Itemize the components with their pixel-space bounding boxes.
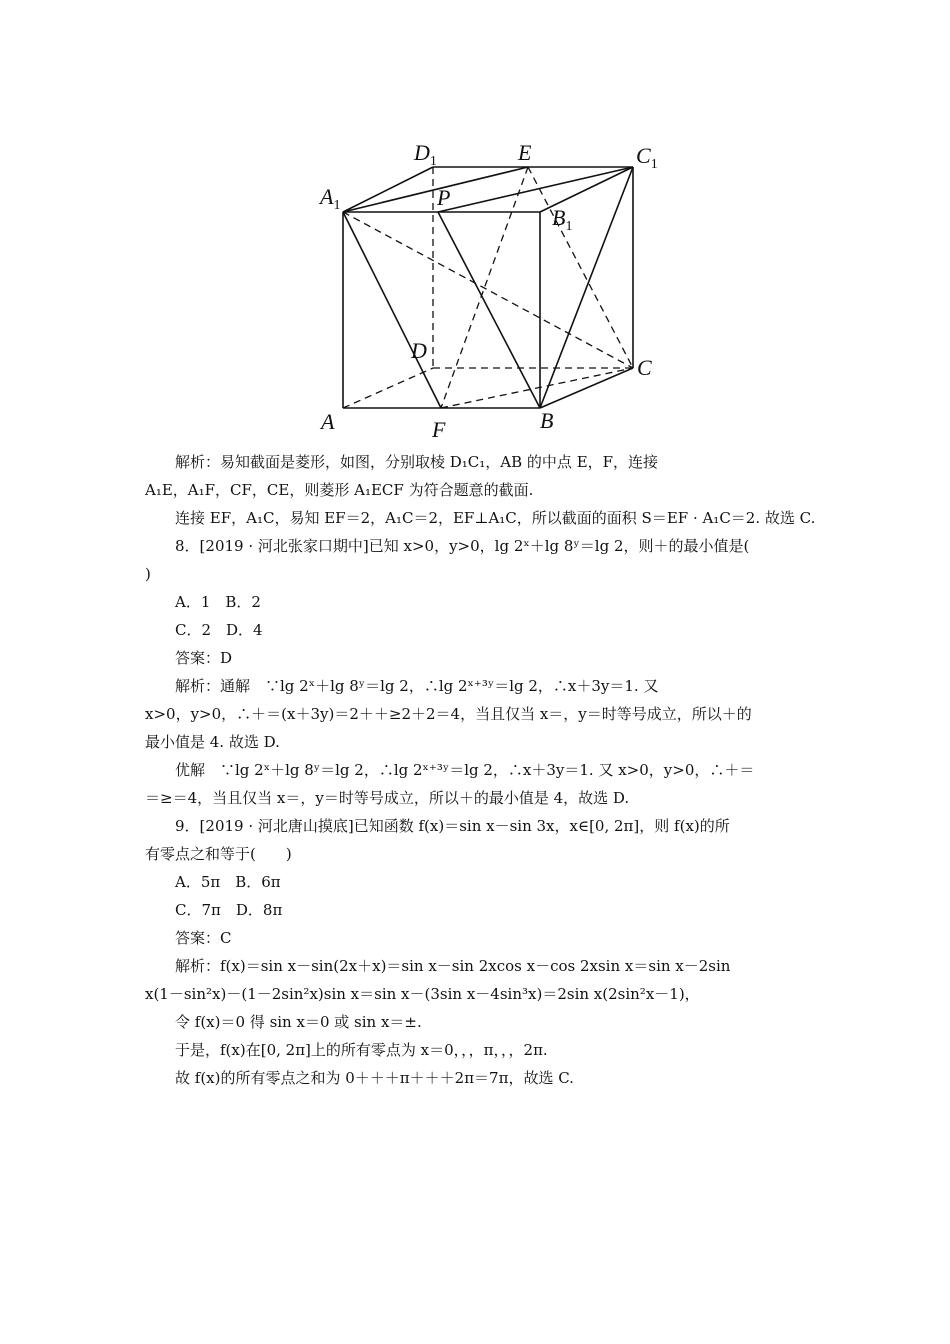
label-b: B	[540, 408, 554, 433]
question-8-options-ab: A．1 B．2	[175, 593, 261, 611]
text-line: 故 f(x)的所有零点之和为 0＋＋＋π＋＋＋2π＝7π，故选 C.	[175, 1069, 574, 1087]
question-8-options-cd: C．2 D．4	[175, 621, 263, 639]
cube-figure	[300, 130, 680, 440]
question-8-answer: 答案：D	[175, 649, 233, 667]
line-c1-b	[540, 167, 633, 408]
edge-a-d	[343, 368, 433, 408]
label-e: E	[518, 140, 532, 165]
question-9-answer: 答案：C	[175, 929, 232, 947]
label-c: C	[637, 355, 652, 380]
question-8-stem: 8．[2019 · 河北张家口期中]已知 x>0，y>0，lg 2ˣ＋lg 8ʸ＝lg 2，则＋的最小值是(	[175, 537, 750, 555]
question-9-options-cd: C．7π D．8π	[175, 901, 283, 919]
question-9-stem: 9．[2019 · 河北唐山摸底]已知函数 f(x)＝sin x－sin 3x，x∈[0, 2π]，则 f(x)的所	[175, 817, 730, 835]
text-line: ＝≥＝4，当且仅当 x＝，y＝时等号成立，所以＋的最小值是 4，故选 D.	[145, 789, 630, 807]
label-a1: $A_1$	[320, 184, 341, 213]
line-p-c1	[438, 167, 633, 212]
label-d: D	[411, 338, 427, 363]
text-line: 优解 ∵lg 2ˣ＋lg 8ʸ＝lg 2，∴lg 2ˣ⁺³ʸ＝lg 2，∴x＋3y＝1. 又 x>0，y>0，∴＋＝	[175, 761, 755, 779]
text-line: 最小值是 4. 故选 D.	[145, 733, 280, 751]
text-line: 解析：易知截面是菱形，如图，分别取棱 D₁C₁，AB 的中点 E，F，连接	[175, 453, 659, 471]
text-line: 有零点之和等于( )	[145, 845, 292, 863]
label-d1: $D_1$	[414, 140, 437, 169]
cube-diagram	[300, 130, 680, 440]
text-line: x>0，y>0，∴＋＝(x＋3y)＝2＋＋≥2＋2＝4，当且仅当 x＝，y＝时等号成立，所以＋的	[145, 705, 752, 723]
label-f: F	[432, 417, 446, 440]
edge-a1-d1	[343, 167, 433, 212]
line-a1-f	[343, 212, 441, 408]
label-a: A	[321, 409, 335, 434]
text-line: )	[145, 565, 151, 583]
text-line: 解析：f(x)＝sin x－sin(2x＋x)＝sin x－sin 2xcos x－cos 2xsin x＝sin x－2sin	[175, 957, 731, 975]
line-a1-c	[343, 212, 633, 368]
question-9-options-ab: A．5π B．6π	[175, 873, 281, 891]
label-c1: $C_1$	[636, 143, 658, 172]
solution-text	[145, 448, 816, 1092]
line-e-c	[528, 167, 633, 368]
text-line: 于是，f(x)在[0, 2π]上的所有零点为 x＝0，，，π，，，2π.	[175, 1041, 548, 1059]
line-a1-e	[343, 167, 528, 212]
label-p: P	[437, 185, 451, 210]
text-line: x(1－sin²x)－(1－2sin²x)sin x＝sin x－(3sin x－4sin³x)＝2sin x(2sin²x－1)，	[145, 985, 700, 1003]
text-line: A₁E，A₁F，CF，CE，则菱形 A₁ECF 为符合题意的截面.	[145, 481, 534, 499]
text-line: 连接 EF，A₁C，易知 EF＝2，A₁C＝2，EF⊥A₁C，所以截面的面积 S＝EF · A₁C＝2. 故选 C.	[175, 509, 816, 527]
text-line: 解析：通解 ∵lg 2ˣ＋lg 8ʸ＝lg 2，∴lg 2ˣ⁺³ʸ＝lg 2，∴x＋3y＝1. 又	[175, 677, 659, 695]
text-line: 令 f(x)＝0 得 sin x＝0 或 sin x＝±.	[175, 1013, 422, 1031]
label-b1: $B_1$	[552, 205, 573, 234]
